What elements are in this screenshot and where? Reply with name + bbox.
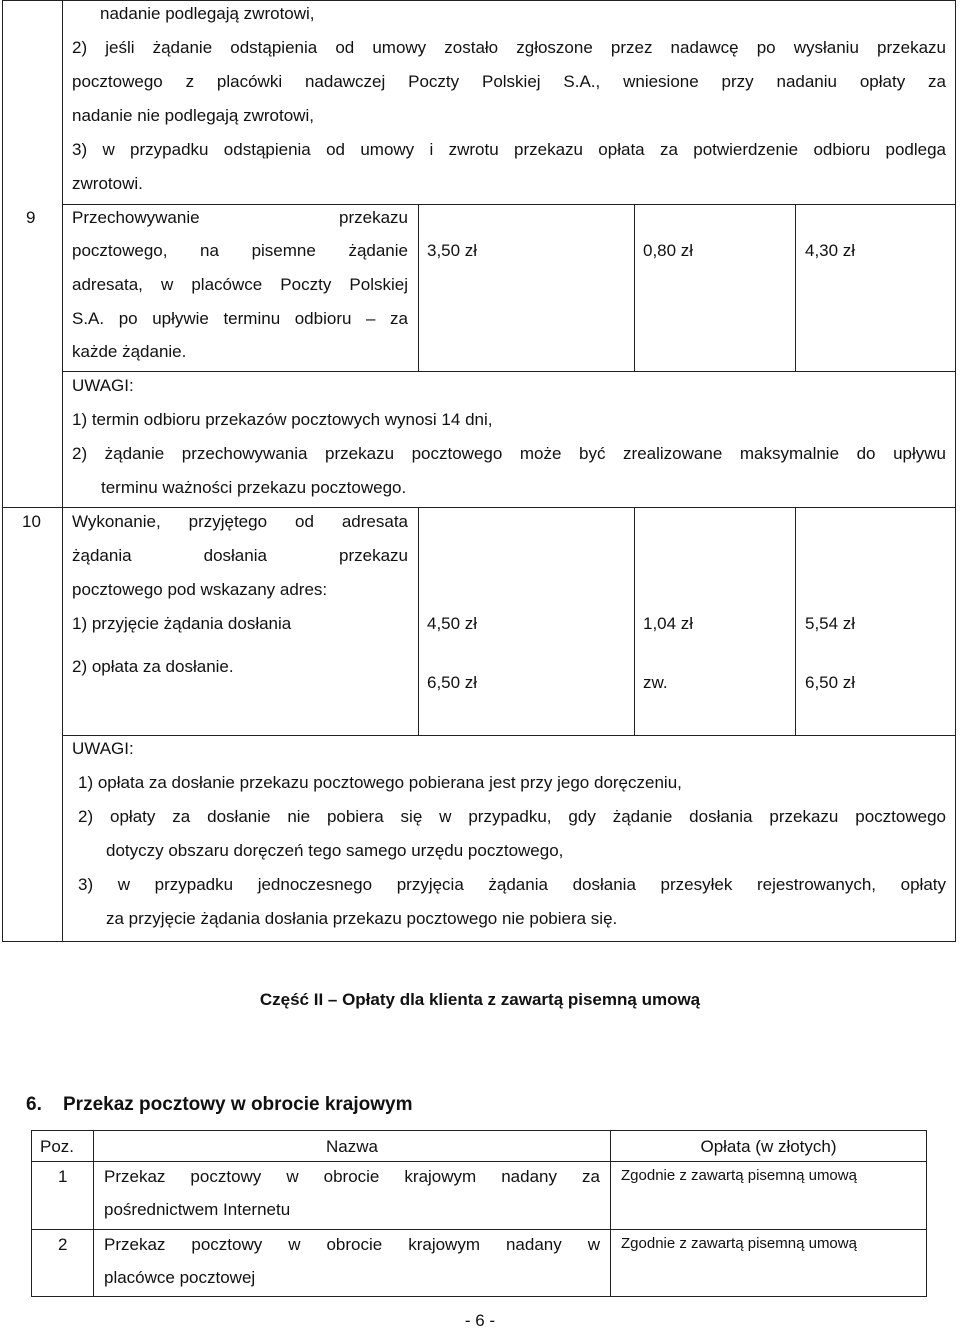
row-description-line: Przechowywanie przekazu bbox=[72, 208, 408, 227]
row-position: 2 bbox=[58, 1235, 68, 1254]
table-row-sep bbox=[62, 371, 956, 372]
table-border bbox=[31, 1296, 927, 1297]
row-description-line: pocztowego pod wskazany adres: bbox=[72, 580, 328, 599]
text-line: 3) w przypadku odstąpienia od umowy i zwrotu przekazu opłata za potwierdzenie odbioru podlega bbox=[72, 140, 946, 159]
text-line: pocztowego z placówki nadawczej Poczty Polskiej S.A., wniesione przy nadaniu opłaty za bbox=[72, 72, 946, 91]
section-number: 6. bbox=[26, 1094, 42, 1115]
text-line: zwrotowi. bbox=[72, 174, 143, 193]
col-sep bbox=[795, 507, 796, 735]
column-header-fee: Opłata (w złotych) bbox=[700, 1137, 837, 1156]
row-fee: Zgodnie z zawartą pisemną umową bbox=[621, 1235, 857, 1252]
row-name-line: placówce pocztowej bbox=[104, 1268, 256, 1287]
section-title: Przekaz pocztowy w obrocie krajowym bbox=[63, 1094, 413, 1115]
table-row-sep bbox=[62, 735, 956, 736]
row-position: 1 bbox=[58, 1167, 68, 1186]
row-description-line: 1) przyjęcie żądania dosłania bbox=[72, 614, 292, 633]
gross-fee: 4,30 zł bbox=[805, 241, 856, 260]
row-description-line: 2) opłata za dosłanie. bbox=[72, 657, 234, 676]
col-sep bbox=[634, 204, 635, 371]
vat-fee: zw. bbox=[643, 673, 668, 692]
part-heading: Część II – Opłaty dla klienta z zawartą pisemną umową bbox=[259, 990, 701, 1009]
text-line: 2) jeśli żądanie odstąpienia od umowy zostało zgłoszone przez nadawcę po wysłaniu przekazu bbox=[72, 38, 946, 57]
note-item: 2) opłaty za dosłanie nie pobiera się w przypadku, gdy żądanie dosłania przekazu pocztowego bbox=[78, 807, 946, 826]
net-fee: 3,50 zł bbox=[427, 241, 478, 260]
table-row-sep bbox=[62, 204, 956, 205]
vat-fee: 1,04 zł bbox=[643, 614, 694, 633]
row-description-line: każde żądanie. bbox=[72, 342, 187, 361]
note-item: terminu ważności przekazu pocztowego. bbox=[101, 478, 407, 497]
col-sep bbox=[418, 204, 419, 371]
gross-fee: 5,54 zł bbox=[805, 614, 856, 633]
note-item: za przyjęcie żądania dosłania przekazu pocztowego nie pobiera się. bbox=[106, 909, 618, 928]
row-description-line: S.A. po upływie terminu odbioru – za bbox=[72, 309, 408, 328]
row-description-line: pocztowego, na pisemne żądanie bbox=[72, 241, 408, 260]
row-number: 9 bbox=[26, 208, 36, 227]
note-item: dotyczy obszaru doręczeń tego samego urzędu pocztowego, bbox=[106, 841, 564, 860]
row-fee: Zgodnie z zawartą pisemną umową bbox=[621, 1167, 857, 1184]
row-name-line: Przekaz pocztowy w obrocie krajowym nadany za bbox=[104, 1167, 600, 1186]
page-number: - 6 - bbox=[464, 1311, 496, 1330]
row-description-line: żądania dosłania przekazu bbox=[72, 546, 408, 565]
row-name-line: pośrednictwem Internetu bbox=[104, 1200, 291, 1219]
table-row-sep bbox=[2, 0, 956, 1]
table-border-left bbox=[2, 0, 3, 942]
row-description-line: Wykonanie, przyjętego od adresata bbox=[72, 512, 408, 531]
table-border bbox=[926, 1130, 927, 1297]
table-border-right bbox=[955, 0, 956, 942]
table-row-sep bbox=[2, 941, 956, 942]
table-border bbox=[31, 1130, 32, 1297]
row-number: 10 bbox=[22, 512, 41, 531]
note-item: 1) termin odbioru przekazów pocztowych wynosi 14 dni, bbox=[72, 410, 493, 429]
table-row-sep bbox=[2, 507, 956, 508]
col-sep bbox=[418, 507, 419, 735]
table-border bbox=[31, 1130, 927, 1131]
gross-fee: 6,50 zł bbox=[805, 673, 856, 692]
col-sep bbox=[795, 204, 796, 371]
note-item: 3) w przypadku jednoczesnego przyjęcia żądania dosłania przesyłek rejestrowanych, opłaty bbox=[78, 875, 946, 894]
vat-fee: 0,80 zł bbox=[643, 241, 694, 260]
net-fee: 6,50 zł bbox=[427, 673, 478, 692]
note-item: 1) opłata za dosłanie przekazu pocztowego pobierana jest przy jego doręczeniu, bbox=[78, 773, 682, 792]
table-border bbox=[31, 1229, 927, 1230]
net-fee: 4,50 zł bbox=[427, 614, 478, 633]
table-border bbox=[31, 1161, 927, 1162]
column-header-pos: Poz. bbox=[40, 1137, 75, 1156]
text-line: nadanie podlegają zwrotowi, bbox=[100, 4, 315, 23]
text-line: nadanie nie podlegają zwrotowi, bbox=[72, 106, 314, 125]
col-sep bbox=[634, 507, 635, 735]
note-item: 2) żądanie przechowywania przekazu pocztowego może być zrealizowane maksymalnie do upływu bbox=[72, 444, 946, 463]
column-header-name: Nazwa bbox=[326, 1137, 378, 1156]
notes-title: UWAGI: bbox=[72, 376, 134, 395]
row-description-line: adresata, w placówce Poczty Polskiej bbox=[72, 275, 408, 294]
row-name-line: Przekaz pocztowy w obrocie krajowym nadany w bbox=[104, 1235, 600, 1254]
notes-title: UWAGI: bbox=[72, 739, 134, 758]
table-border-num bbox=[62, 0, 63, 942]
